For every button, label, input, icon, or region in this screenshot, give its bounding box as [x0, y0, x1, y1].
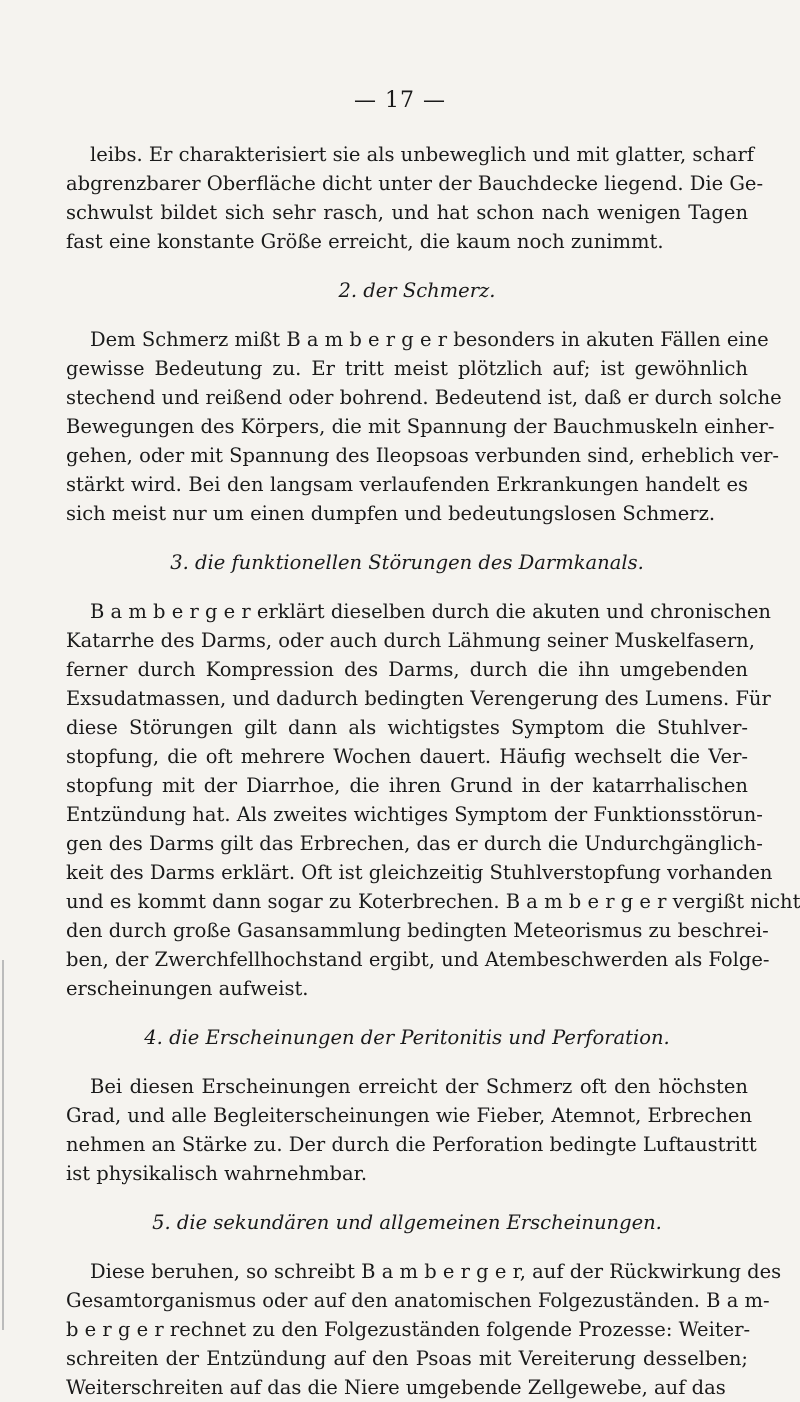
paragraph-1 — [66, 140, 764, 256]
text-line: den durch große Gasansammlung bedingten Meteorismus zu beschrei- — [66, 919, 769, 942]
text-line: stechend und reißend oder bohrend. Bedeutend ist, daß er durch solche — [66, 386, 782, 409]
text-line: stärkt wird. Bei den langsam verlaufenden Erkrankungen handelt es — [66, 473, 748, 496]
text-line: nehmen an Stärke zu. Der durch die Perforation bedingte Luftaustritt — [66, 1133, 757, 1156]
text-line: keit des Darms erklärt. Oft ist gleichzeitig Stuhlverstopfung vorhanden — [66, 861, 773, 884]
text-line: diese Störungen gilt dann als wichtigstes Symptom die Stuhlver- — [66, 716, 748, 739]
text-line: Dem Schmerz mißt B a m b e r g e r besonders in akuten Fällen eine — [90, 328, 769, 351]
text-line: Bei diesen Erscheinungen erreicht der Schmerz oft den höchsten — [90, 1075, 748, 1098]
page-edge-shadow — [2, 960, 4, 1330]
text-line: stopfung, die oft mehrere Wochen dauert. Häufig wechselt die Ver- — [66, 745, 748, 768]
text-line: ist physikalisch wahrnehmbar. — [66, 1162, 368, 1185]
text-line: Weiterschreiten auf das die Niere umgebende Zellgewebe, auf das — [66, 1376, 726, 1399]
paragraph-3 — [66, 597, 800, 1003]
text-line: gehen, oder mit Spannung des Ileopsoas verbunden sind, erheblich ver- — [66, 444, 780, 467]
page-body — [66, 140, 800, 1402]
text-line: Grad, und alle Begleiterscheinungen wie Fieber, Atemnot, Erbrechen — [66, 1104, 753, 1127]
text-line: schreiten der Entzündung auf den Psoas mit Vereiterung desselben; — [66, 1347, 748, 1370]
paragraph-2 — [66, 325, 782, 528]
paragraph-5 — [66, 1257, 782, 1402]
page-number: — 17 — — [354, 88, 446, 113]
text-line: Exsudatmassen, und dadurch bedingten Verengerung des Lumens. Für — [66, 687, 771, 710]
text-line: ferner durch Kompression des Darms, durch die ihn umgebenden — [66, 658, 748, 681]
section-heading-3: 3. die funktionellen Störungen des Darmkanals. — [170, 551, 644, 574]
text-line: erscheinungen aufweist. — [66, 977, 309, 1000]
paragraph-4 — [66, 1072, 757, 1188]
text-line: und es kommt dann sogar zu Koterbrechen. B a m b e r g e r vergißt nicht — [66, 890, 800, 913]
section-heading-2: 2. der Schmerz. — [338, 279, 496, 302]
text-line: leibs. Er charakterisiert sie als unbeweglich und mit glatter, scharf — [90, 143, 754, 166]
text-line: fast eine konstante Größe erreicht, die kaum noch zunimmt. — [66, 230, 664, 253]
section-heading-4: 4. die Erscheinungen der Peritonitis und Perforation. — [144, 1026, 670, 1049]
text-line: gen des Darms gilt das Erbrechen, das er durch die Undurchgänglich- — [66, 832, 763, 855]
text-line: Bewegungen des Körpers, die mit Spannung der Bauchmuskeln einher- — [66, 415, 775, 438]
text-line: Entzündung hat. Als zweites wichtiges Symptom der Funktionsstörun- — [66, 803, 763, 826]
text-line: abgrenzbarer Oberfläche dicht unter der Bauchdecke liegend. Die Ge- — [66, 172, 764, 195]
section-heading-5: 5. die sekundären und allgemeinen Erscheinungen. — [152, 1211, 662, 1234]
text-line: ben, der Zwerchfellhochstand ergibt, und Atembeschwerden als Folge- — [66, 948, 770, 971]
text-line: gewisse Bedeutung zu. Er tritt meist plötzlich auf; ist gewöhnlich — [66, 357, 748, 380]
text-line: Katarrhe des Darms, oder auch durch Lähmung seiner Muskelfasern, — [66, 629, 755, 652]
text-line: schwulst bildet sich sehr rasch, und hat schon nach wenigen Tagen — [66, 201, 748, 224]
text-line: Gesamtorganismus oder auf den anatomischen Folgezuständen. B a m- — [66, 1289, 770, 1312]
text-line: Diese beruhen, so schreibt B a m b e r g e r, auf der Rückwirkung des — [90, 1260, 782, 1283]
text-line: b e r g e r rechnet zu den Folgezuständen folgende Prozesse: Weiter- — [66, 1318, 751, 1341]
text-line: stopfung mit der Diarrhoe, die ihren Grund in der katarrhalischen — [66, 774, 748, 797]
text-line: sich meist nur um einen dumpfen und bedeutungslosen Schmerz. — [66, 502, 716, 525]
text-line: B a m b e r g e r erklärt dieselben durch die akuten und chronischen — [90, 600, 771, 623]
